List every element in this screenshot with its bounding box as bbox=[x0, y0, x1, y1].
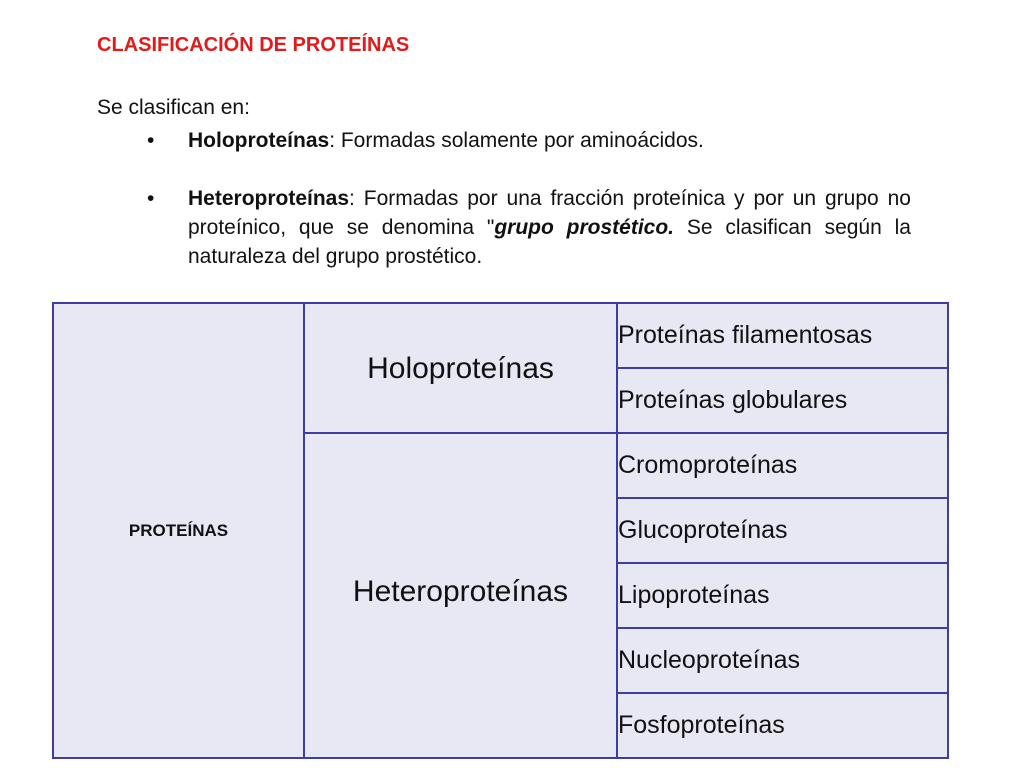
group-cell-heteroproteinas: Heteroproteínas bbox=[304, 433, 617, 758]
leaf-cell: Nucleoproteínas bbox=[617, 628, 948, 693]
leaf-cell: Cromoproteínas bbox=[617, 433, 948, 498]
table-row bbox=[53, 303, 948, 368]
leaf-cell: Fosfoproteínas bbox=[617, 693, 948, 758]
leaf-cell: Proteínas globulares bbox=[617, 368, 948, 433]
root-cell-proteinas: PROTEÍNAS bbox=[53, 303, 304, 758]
bullet-term: Holoproteínas bbox=[188, 129, 330, 152]
leaf-cell: Proteínas filamentosas bbox=[617, 303, 948, 368]
protein-classification-table bbox=[52, 302, 949, 759]
leaf-cell: Lipoproteínas bbox=[617, 563, 948, 628]
bullet-term-emphasis: grupo prostético. bbox=[494, 216, 674, 239]
group-cell-holoproteinas: Holoproteínas bbox=[304, 303, 617, 433]
classification-list bbox=[97, 126, 911, 271]
bullet-holoproteinas bbox=[97, 126, 911, 155]
bullet-term: Heteroproteínas bbox=[188, 187, 350, 210]
bullet-marker: • bbox=[147, 129, 155, 152]
slide-title: CLASIFICACIÓN DE PROTEÍNAS bbox=[97, 34, 410, 56]
bullet-heteroproteinas bbox=[97, 184, 911, 271]
bullet-text: : Formadas por una fracción proteínica y por un grupo no proteínico, que se denomina " bbox=[188, 187, 911, 239]
intro-text: Se clasifican en: bbox=[97, 96, 250, 119]
bullet-text: : Formadas solamente por aminoácidos. bbox=[329, 129, 704, 152]
bullet-marker: • bbox=[147, 187, 155, 210]
leaf-cell: Glucoproteínas bbox=[617, 498, 948, 563]
bullet-text-continued: Se clasifican según la naturaleza del grupo prostético. bbox=[188, 216, 911, 268]
